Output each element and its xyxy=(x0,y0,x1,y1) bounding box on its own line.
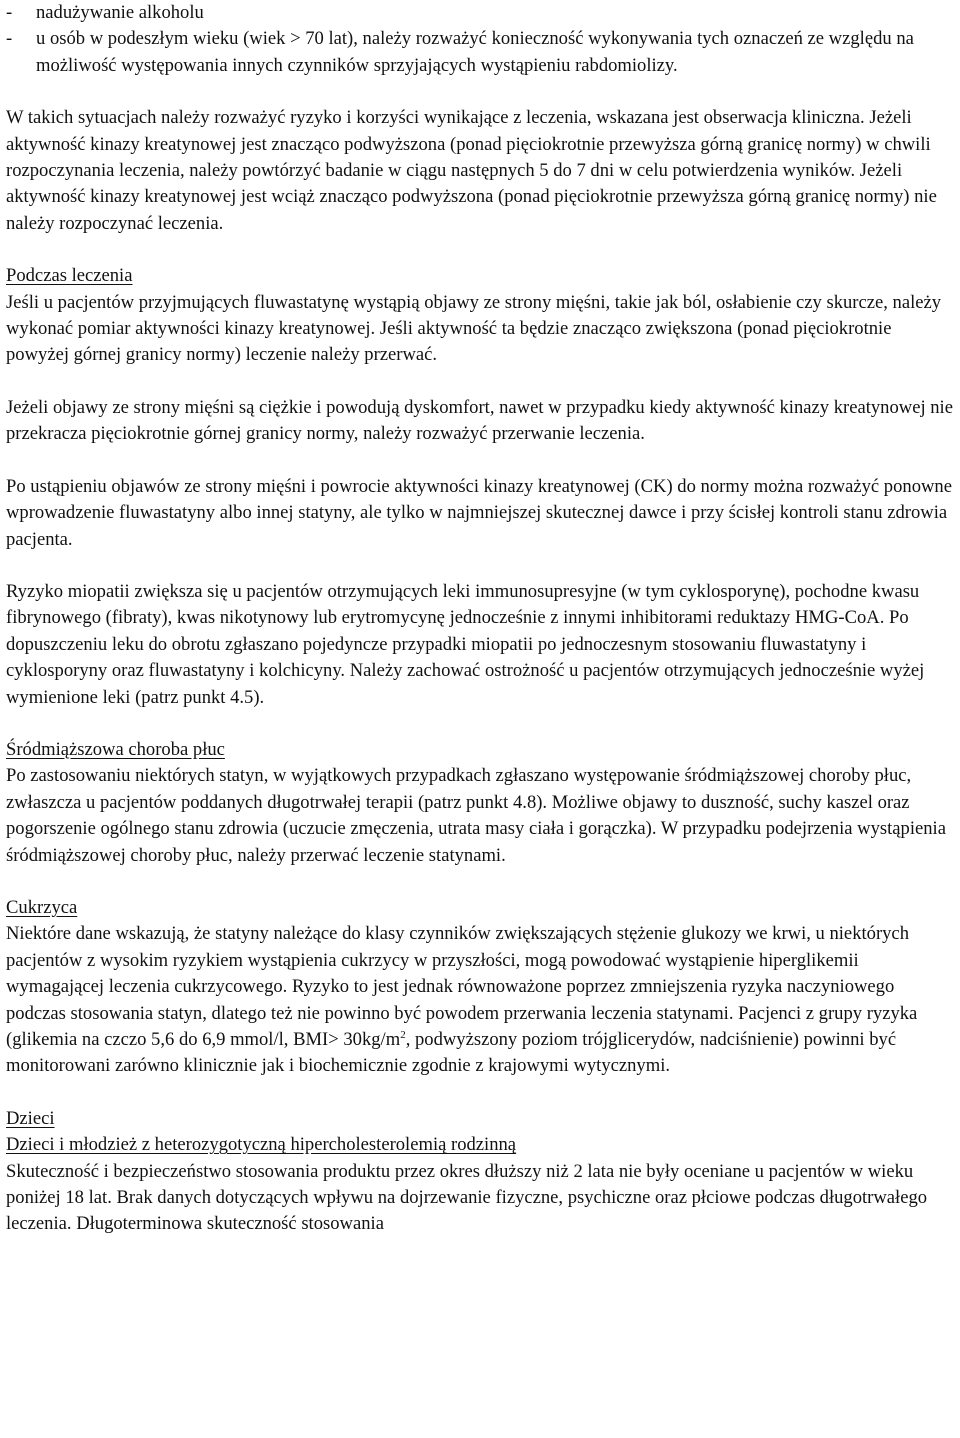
paragraph-risk-assessment: W takich sytuacjach należy rozważyć ryzyko i korzyści wynikające z leczenia, wskazana jest obserwacja kliniczna. Jeżeli aktywność kinazy kreatynowej jest znacząco podwyższona (ponad pięciokrotnie przewyższa górną granicę normy) w chwili rozpoczynania leczenia, należy powtórzyć badanie w ciągu następnych 5 do 7 dni w celu potwierdzenia wyników. Jeżeli aktywność kinazy kreatynowej jest wciąż znacząco podwyższona (ponad pięciokrotnie przewyższa górną granicę normy) nie należy rozpoczynać leczenia. xyxy=(6,107,937,234)
superscript-2: 2 xyxy=(400,1028,406,1041)
paragraph-severe-symptoms: Jeżeli objawy ze strony mięśni są ciężkie i powodują dyskomfort, nawet w przypadku kiedy aktywność kinazy kreatynowej nie przekracza pięciokrotnie górnej granicy normy, należy rozważyć przerwanie leczenia. xyxy=(6,396,953,445)
heading-podczas-leczenia: Podczas leczenia xyxy=(6,265,133,287)
list-item xyxy=(6,26,956,79)
paragraph-muscle-symptoms: Jeśli u pacjentów przyjmujących fluwastatynę wystąpią objawy ze strony mięśni, takie jak ból, osłabienie czy skurcze, należy wykonać pomiar aktywności kinazy kreatynowej. Jeśli aktywność ta będzie znacząco zwiększona (ponad pięciokrotnie powyżej górnej granicy normy) leczenie należy przerwać. xyxy=(6,291,942,366)
list-item-text: nadużywanie alkoholu xyxy=(36,2,204,23)
diabetes-text-part2: , podwyższony poziom trójglicerydów, nadciśnienie) powinni być monitorowani zarówno klinicznie jak i biochemicznie zgodnie z krajowymi wytycznymi. xyxy=(6,1029,897,1077)
list-item xyxy=(6,0,956,26)
paragraph-children: Skuteczność i bezpieczeństwo stosowania produktu przez okres dłuższy niż 2 lata nie były oceniane u pacjentów w wieku poniżej 18 lat. Brak danych dotyczących wpływu na dojrzewanie fizyczne, psychiczne oraz płciowe podczas długotrwałego leczenia. Długoterminowa skuteczność stosowania xyxy=(6,1160,928,1235)
paragraph-diabetes xyxy=(6,921,956,1079)
list-dash: - xyxy=(6,2,13,23)
list-item-text: u osób w podeszłym wieku (wiek > 70 lat), należy rozważyć konieczność wykonywania tych oznaczeń ze względu na możliwość występowania innych czynników sprzyjających wystąpieniu rabdomiolizy. xyxy=(36,28,914,76)
list-dash: - xyxy=(6,28,13,50)
heading-children: Dzieci xyxy=(6,1107,55,1129)
paragraph-reintroduction: Po ustąpieniu objawów ze strony mięśni i powrocie aktywności kinazy kreatynowej (CK) do normy można rozważyć ponowne wprowadzenie fluwastatyny albo innej statyny, ale tylko w najmniejszej skutecznej dawce i przy ścisłej kontroli stanu zdrowia pacjenta. xyxy=(6,475,952,550)
heading-diabetes: Cukrzyca xyxy=(6,896,78,918)
subheading-familial-hypercholesterolemia: Dzieci i młodzież z heterozygotyczną hipercholesterolemią rodzinną xyxy=(6,1134,517,1156)
diabetes-text-part1: Niektóre dane wskazują, że statyny należące do klasy czynników zwiększających stężenie glukozy we krwi, u niektórych pacjentów z wysokim ryzykiem wystąpienia cukrzycy w przyszłości, mogą powodować wystąpienie hiperglikemii wymagającej leczenia cukrzycowego. Ryzyko to jest jednak równoważone poprzez zmniejszenia ryzyka naczyniowego podczas stosowania statyn, dlatego też nie powinno być powodem przerwania leczenia statynami. Pacjenci z grupy ryzyka (glikemia na czczo 5,6 do 6,9 mmol/l, BMI> 30kg/m xyxy=(6,923,918,1050)
heading-interstitial-lung-disease: Śródmiąższowa choroba płuc xyxy=(6,738,225,760)
risk-factor-list xyxy=(6,0,956,79)
paragraph-myopathy-risk: Ryzyko miopatii zwiększa się u pacjentów otrzymujących leki immunosupresyjne (w tym cyklosporynę), pochodne kwasu fibrynowego (fibraty), kwas nikotynowy lub erytromycynę jednocześnie z innymi inhibitorami reduktazy HMG-CoA. Po dopuszczeniu leku do obrotu zgłaszano pojedyncze przypadki miopatii po jednoczesnym stosowaniu fluwastatyny i cyklosporyny oraz fluwastatyny i kolchicyny. Należy zachować ostrożność u pacjentów otrzymujących jednocześnie wyżej wymienione leki (patrz punkt 4.5). xyxy=(6,580,925,708)
paragraph-interstitial-lung-disease: Po zastosowaniu niektórych statyn, w wyjątkowych przypadkach zgłaszano występowanie śródmiąższowej choroby płuc, zwłaszcza u pacjentów poddanych długotrwałej terapii (patrz punkt 4.8). Możliwe objawy to duszność, suchy kaszel oraz pogorszenie ogólnego stanu zdrowia (uczucie zmęczenia, utrata masy ciała i gorączka). W przypadku podejrzenia wystąpienia śródmiąższowej choroby płuc, należy przerwać leczenie statynami. xyxy=(6,765,946,866)
